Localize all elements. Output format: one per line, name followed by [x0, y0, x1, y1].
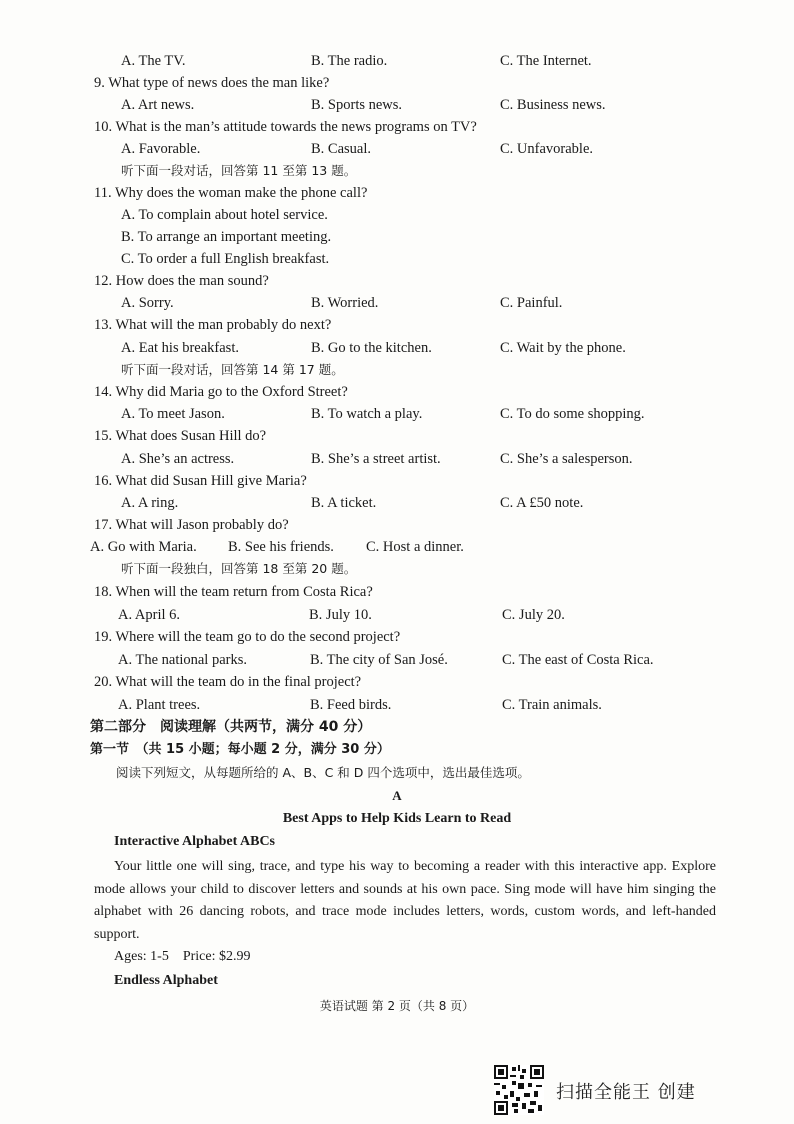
app2-heading — [0, 970, 794, 992]
option-b: B. Casual. — [311, 141, 372, 157]
q9-stem — [0, 72, 794, 94]
instruction-14-17 — [0, 359, 794, 381]
option-a: A. A ring. — [121, 495, 179, 511]
q11-stem — [0, 182, 794, 204]
q11-option-a — [0, 204, 794, 226]
q10-options — [0, 138, 794, 160]
q19-stem — [0, 626, 794, 648]
question-text: 19. Where will the team go to do the second project? — [94, 629, 401, 645]
option-b: B. Go to the kitchen. — [311, 340, 432, 356]
option-b: B. Sports news. — [311, 97, 403, 113]
option-c: C. A £50 note. — [500, 495, 584, 511]
option-a: A. April 6. — [118, 607, 181, 623]
option-b: B. To arrange an important meeting. — [121, 229, 332, 245]
q13-stem — [0, 314, 794, 336]
question-text: 16. What did Susan Hill give Maria? — [94, 473, 307, 489]
page-footer: 英语试题 第 2 页（共 8 页） — [319, 999, 475, 1013]
q8-option-b: B. The radio. — [311, 53, 388, 69]
q12-stem — [0, 270, 794, 292]
q13-options — [0, 337, 794, 359]
option-a: A. Sorry. — [121, 295, 174, 311]
option-c: C. Unfavorable. — [500, 141, 594, 157]
option-a: A. To meet Jason. — [121, 406, 225, 422]
q18-options — [0, 604, 794, 626]
q17-options — [0, 536, 794, 558]
option-b: B. A ticket. — [311, 495, 377, 511]
section1-header — [0, 739, 794, 761]
option-c: C. Wait by the phone. — [500, 340, 626, 356]
option-a: A. She’s an actress. — [121, 451, 235, 467]
option-b: B. She’s a street artist. — [311, 451, 441, 467]
q14-stem — [0, 381, 794, 403]
option-a: A. Favorable. — [121, 141, 201, 157]
instruction-text: 阅读下列短文，从每题所给的 A、B、C 和 D 四个选项中，选出最佳选项。 — [116, 765, 530, 780]
option-a: A. Plant trees. — [118, 697, 201, 713]
passage-title: Best Apps to Help Kids Learn to Read — [282, 811, 512, 826]
app1-meta: Ages: 1-5 Price: $2.99 — [114, 949, 251, 964]
q8-option-c: C. The Internet. — [500, 53, 592, 69]
q16-stem — [0, 470, 794, 492]
q8-option-a: A. The TV. — [121, 53, 186, 69]
passage-letter: A — [392, 788, 402, 803]
question-text: 15. What does Susan Hill do? — [94, 428, 267, 444]
option-b: B. Worried. — [311, 295, 379, 311]
q18-stem — [0, 581, 794, 603]
option-b: B. See his friends. — [228, 539, 334, 555]
option-b: B. Feed birds. — [310, 697, 392, 713]
option-a: A. Go with Maria. — [90, 539, 197, 555]
question-text: 10. What is the man’s attitude towards the news programs on TV? — [94, 119, 477, 135]
question-text: 18. When will the team return from Costa Rica? — [94, 584, 373, 600]
instruction-11-13 — [0, 160, 794, 182]
q15-stem — [0, 425, 794, 447]
q10-stem — [0, 116, 794, 138]
app1-meta-row — [0, 946, 794, 968]
option-c: C. The east of Costa Rica. — [502, 652, 654, 668]
app2-name: Endless Alphabet — [114, 973, 218, 988]
instruction-18-20 — [0, 558, 794, 580]
q15-options — [0, 448, 794, 470]
q14-options — [0, 403, 794, 425]
q8-options — [0, 50, 794, 72]
question-text: 14. Why did Maria go to the Oxford Street? — [94, 384, 348, 400]
option-a: A. The national parks. — [118, 652, 247, 668]
option-c: C. Train animals. — [502, 697, 602, 713]
instruction-text: 听下面一段对话，回答第 14 第 17 题。 — [121, 362, 344, 377]
option-b: B. July 10. — [309, 607, 372, 623]
question-text: 20. What will the team do in the final project? — [94, 674, 362, 690]
option-c: C. To order a full English breakfast. — [121, 251, 330, 267]
q11-option-c — [0, 248, 794, 270]
app1-name: Interactive Alphabet ABCs — [114, 834, 275, 849]
question-text: 11. Why does the woman make the phone call? — [94, 185, 368, 201]
option-c: C. Host a dinner. — [366, 539, 464, 555]
question-text: 12. How does the man sound? — [94, 273, 269, 289]
question-text: 17. What will Jason probably do? — [94, 517, 289, 533]
reading-instruction — [0, 762, 794, 784]
option-b: B. The city of San José. — [310, 652, 448, 668]
q20-options — [0, 694, 794, 716]
q9-options — [0, 94, 794, 116]
question-text: 9. What type of news does the man like? — [94, 75, 330, 91]
option-a: A. To complain about hotel service. — [121, 207, 328, 223]
q12-options — [0, 292, 794, 314]
part2-title: 第二部分 阅读理解（共两节，满分 40 分） — [90, 719, 372, 735]
q19-options — [0, 649, 794, 671]
q20-stem — [0, 671, 794, 693]
q17-stem — [0, 514, 794, 536]
app1-description: Your little one will sing, trace, and type his way to becoming a reader with this interactive app. Explore mode allows your child to discover letters and sounds at his own pace. Sing mode will have him singing the alphabet with 26 dancing robots, and trace mode includes letters, words, custom words, and left-handed support. — [94, 859, 716, 942]
instruction-text: 听下面一段独白，回答第 18 至第 20 题。 — [121, 561, 357, 576]
q16-options — [0, 492, 794, 514]
app1-heading — [0, 831, 794, 853]
option-c: C. Painful. — [500, 295, 563, 311]
q11-option-b — [0, 226, 794, 248]
question-text: 13. What will the man probably do next? — [94, 317, 332, 333]
section1-title: 第一节 （共 15 小题；每小题 2 分，满分 30 分） — [90, 742, 390, 757]
option-a: A. Eat his breakfast. — [121, 340, 239, 356]
option-a: A. Art news. — [121, 97, 195, 113]
option-c: C. Business news. — [500, 97, 606, 113]
option-c: C. She’s a salesperson. — [500, 451, 633, 467]
instruction-text: 听下面一段对话，回答第 11 至第 13 题。 — [121, 163, 357, 178]
part2-header — [0, 716, 794, 738]
scanner-watermark: 扫描全能王 创建 — [556, 1082, 696, 1103]
option-b: B. To watch a play. — [311, 406, 423, 422]
qr-code-icon — [494, 1065, 544, 1115]
option-c: C. To do some shopping. — [500, 406, 645, 422]
option-c: C. July 20. — [502, 607, 565, 623]
